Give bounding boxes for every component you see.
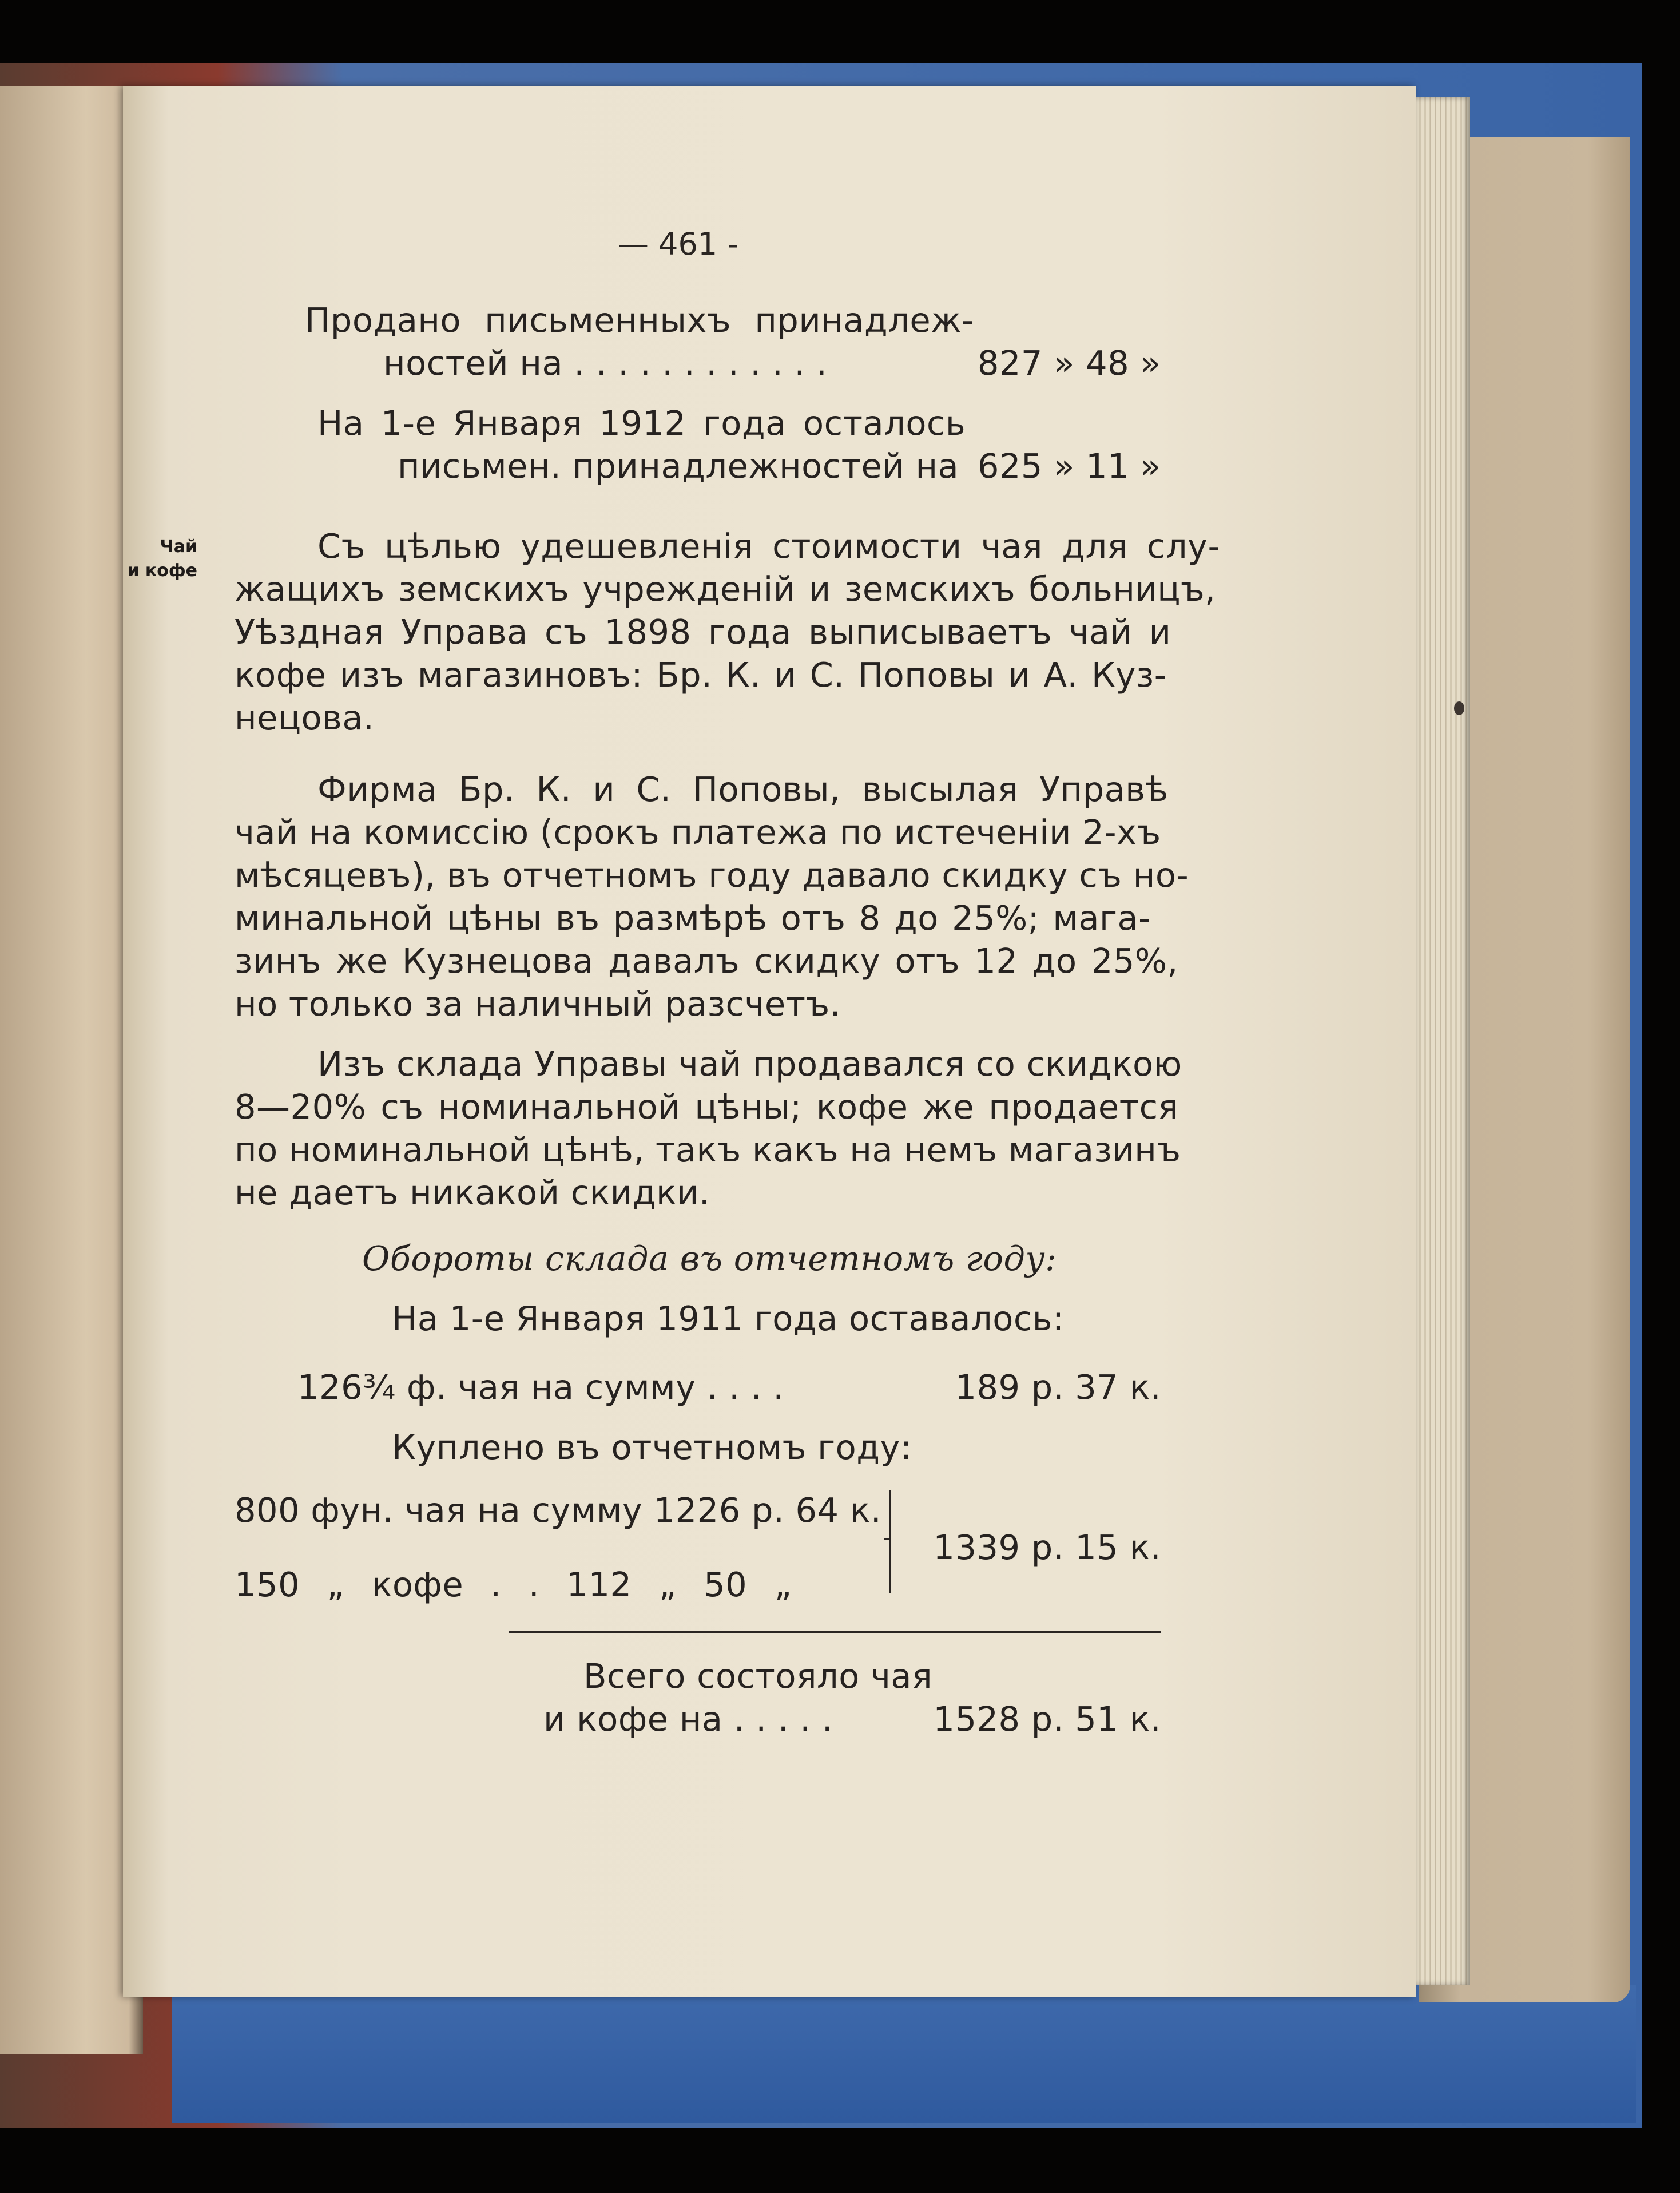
left-facing-page — [0, 86, 143, 2054]
amount: 827 » 48 » — [977, 343, 1161, 383]
text-line: Съ цѣлью удешевленія стоимости чая для слу- — [317, 526, 1221, 566]
sum-rule — [509, 1631, 1161, 1633]
text-line: Всего состояло чая — [583, 1656, 933, 1696]
text-line: но только за наличный разсчетъ. — [235, 984, 841, 1024]
page-number: — 461 - — [618, 226, 738, 262]
text-line: и кофе на . . . . . — [543, 1699, 833, 1739]
amount: 1339 р. 15 к. — [933, 1528, 1161, 1567]
text-line: не даетъ никакой скидки. — [235, 1173, 710, 1212]
table-row: 150 „ кофе . . 112 „ 50 „ — [235, 1565, 792, 1604]
text-line: чай на комиссію (срокъ платежа по истеченіи 2-хъ — [235, 812, 1161, 852]
section-heading: Обороты склада въ отчетномъ году: — [362, 1239, 1057, 1278]
text-line: 8—20% съ номинальной цѣны; кофе же продается — [235, 1087, 1179, 1127]
text-line: ностей на . . . . . . . . . . . . — [383, 343, 828, 383]
text-line: мѣсяцевъ), въ отчетномъ году давало скидку съ но- — [235, 855, 1189, 895]
page-mark — [1454, 701, 1464, 715]
text-line: письмен. принадлежностей на — [398, 446, 959, 486]
brace-tip — [884, 1538, 891, 1540]
text-line: кофе изъ магазиновъ: Бр. К. и С. Поповы и А. Куз- — [235, 655, 1167, 695]
margin-note — [106, 535, 197, 583]
brace — [889, 1490, 899, 1593]
book-cover-bottom — [172, 1985, 1636, 2123]
text-line: Изъ склада Управы чай продавался со скидкою — [317, 1044, 1182, 1084]
table-row: 800 фун. чая на сумму 1226 р. 64 к. — [235, 1490, 882, 1530]
total-amount: 1528 р. 51 к. — [933, 1699, 1161, 1739]
text-line: Куплено въ отчетномъ году: — [392, 1427, 912, 1467]
margin-note-line: Чай — [160, 537, 197, 557]
text-line: На 1-е Января 1911 года оставалось: — [392, 1299, 1065, 1338]
text-line: минальной цѣны въ размѣрѣ отъ 8 до 25%; мага- — [235, 898, 1151, 938]
text-line: На 1-е Января 1912 года осталось — [317, 403, 966, 443]
text-line: Уѣздная Управа съ 1898 года выписываетъ чай и — [235, 612, 1171, 652]
text-line: Продано письменныхъ принадлеж- — [305, 300, 974, 340]
text-line: нецова. — [235, 698, 375, 737]
text-line: зинъ же Кузнецова давалъ скидку отъ 12 до 25%, — [235, 941, 1178, 981]
amount: 189 р. 37 к. — [955, 1367, 1161, 1407]
table-row: 126¾ ф. чая на сумму . . . . — [297, 1367, 784, 1407]
amount: 625 » 11 » — [977, 446, 1161, 486]
text-line: Фирма Бр. К. и С. Поповы, высылая Управѣ — [317, 770, 1169, 809]
margin-note-line: и кофе — [127, 561, 197, 581]
text-line: жащихъ земскихъ учрежденій и земскихъ больницъ, — [235, 569, 1216, 609]
text-line: по номинальной цѣнѣ, такъ какъ на немъ магазинъ — [235, 1130, 1181, 1169]
